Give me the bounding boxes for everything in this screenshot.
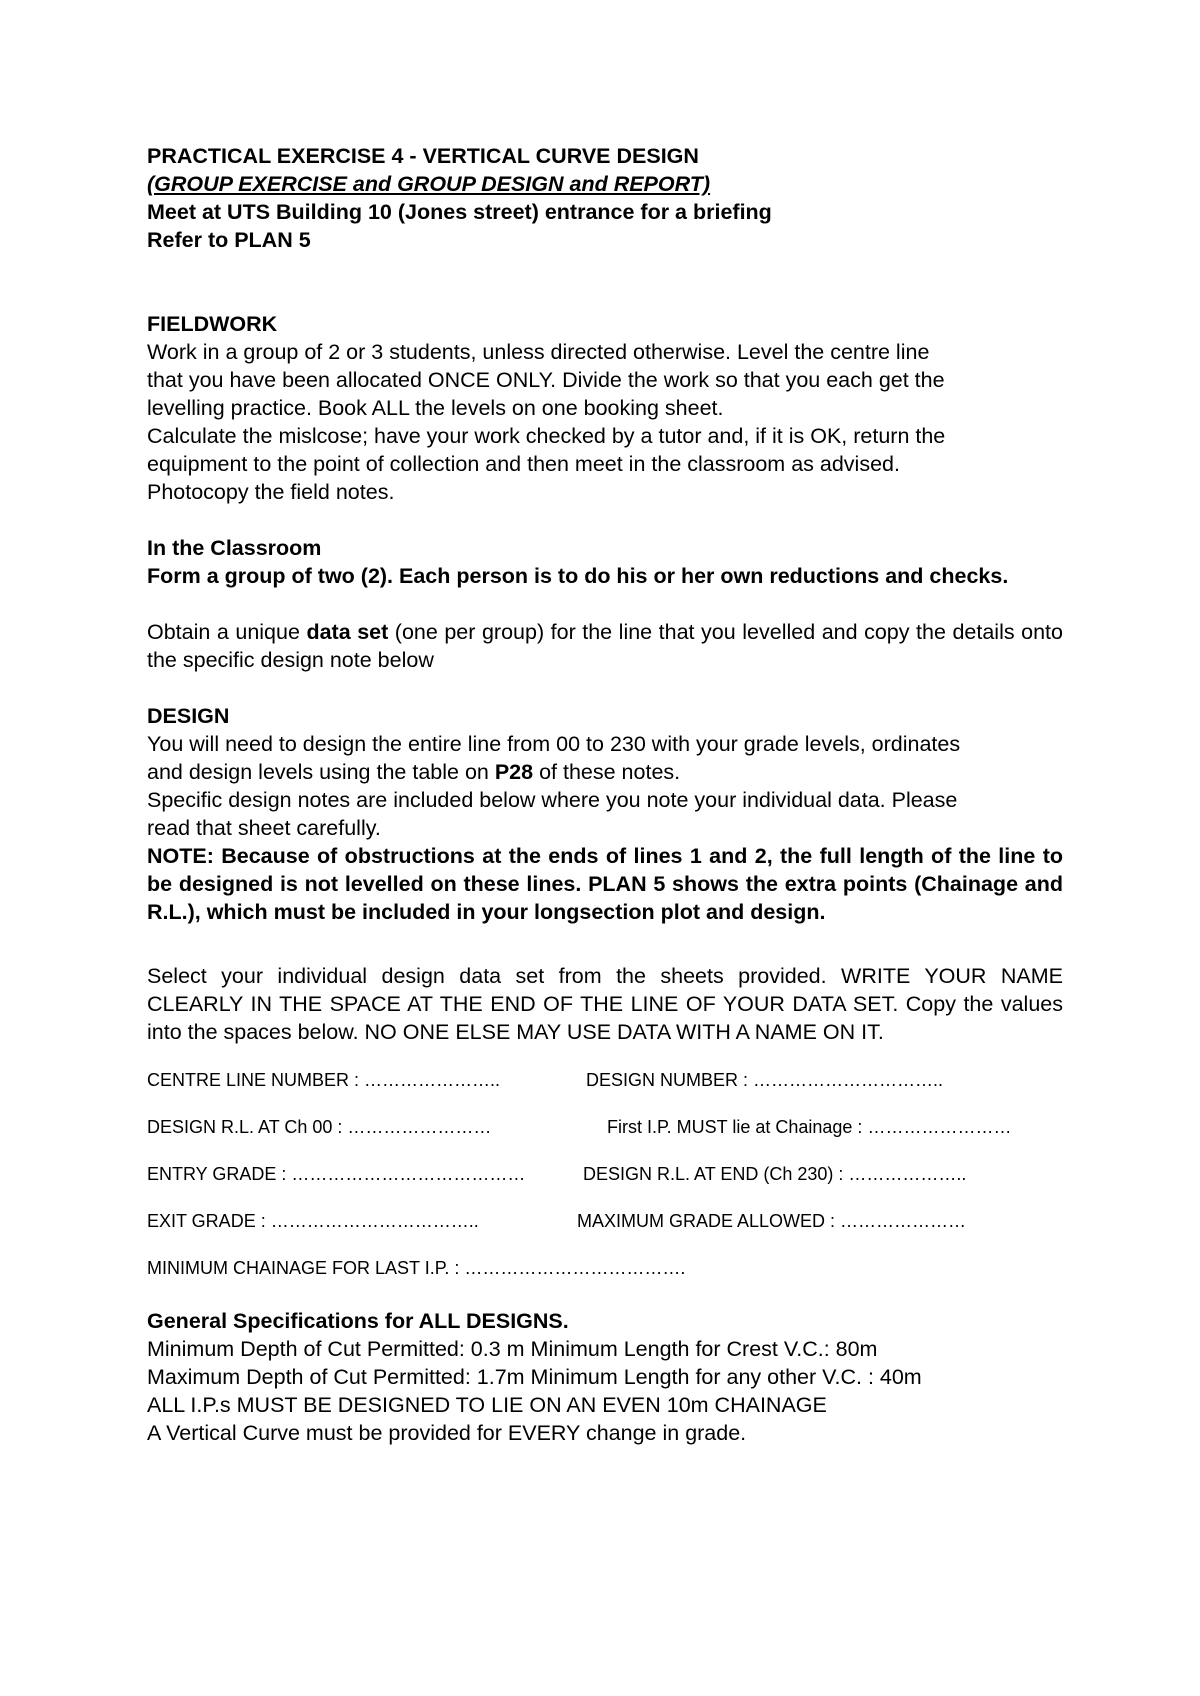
document-page xyxy=(147,142,1063,1447)
design-line: read that sheet carefully. xyxy=(147,816,381,840)
field-row xyxy=(147,1070,1063,1117)
design-data-fields xyxy=(147,1070,1063,1305)
fieldwork-line: Photocopy the field notes. xyxy=(147,480,395,504)
design-line xyxy=(147,758,1063,786)
data-set-instruction xyxy=(147,618,1063,674)
design-rl-end-field: DESIGN R.L. AT END (Ch 230) : ……………….. xyxy=(583,1164,967,1184)
fieldwork-heading: FIELDWORK xyxy=(147,312,278,336)
design-line-text: and design levels using the table on xyxy=(147,760,495,784)
specification-line: ALL I.P.s MUST BE DESIGNED TO LIE ON AN EVEN 10m CHAINAGE xyxy=(147,1393,827,1417)
field-row xyxy=(147,1211,1063,1258)
page-subtitle: (GROUP EXERCISE and GROUP DESIGN and REPORT) xyxy=(147,172,711,196)
specification-line: Minimum Depth of Cut Permitted: 0.3 m Minimum Length for Crest V.C.: 80m xyxy=(147,1337,878,1361)
select-instruction: Select your individual design data set from the sheets provided. WRITE YOUR NAME CLEARLY IN THE SPACE AT THE END OF THE LINE OF YOUR DATA SET. Copy the values into the spaces below. NO ONE ELSE MAY USE DATA WITH A NAME ON IT. xyxy=(147,964,1063,1044)
design-line-text: of these notes. xyxy=(533,760,681,784)
centre-line-number-field: CENTRE LINE NUMBER : ………………….. xyxy=(147,1070,501,1090)
fieldwork-line: that you have been allocated ONCE ONLY. Divide the work so that you each get the xyxy=(147,368,945,392)
fieldwork-line: levelling practice. Book ALL the levels on one booking sheet. xyxy=(147,396,724,420)
classroom-group-instruction: Form a group of two (2). Each person is to do his or her own reductions and checks. xyxy=(147,564,1009,588)
design-page-reference: P28 xyxy=(494,760,534,784)
fieldwork-line: Calculate the mislcose; have your work checked by a tutor and, if it is OK, return the xyxy=(147,424,946,448)
design-rl-ch00-field: DESIGN R.L. AT Ch 00 : …………………… xyxy=(147,1117,492,1137)
field-row xyxy=(147,1258,1063,1305)
page-title: PRACTICAL EXERCISE 4 - VERTICAL CURVE DESIGN xyxy=(147,144,699,168)
design-line: You will need to design the entire line from 00 to 230 with your grade levels, ordinates xyxy=(147,732,961,756)
fieldwork-line: Work in a group of 2 or 3 students, unless directed otherwise. Level the centre line xyxy=(147,340,930,364)
maximum-grade-field: MAXIMUM GRADE ALLOWED : ………………… xyxy=(577,1211,967,1231)
fieldwork-line: equipment to the point of collection and then meet in the classroom as advised. xyxy=(147,452,900,476)
design-heading: DESIGN xyxy=(147,704,230,728)
classroom-heading: In the Classroom xyxy=(147,536,322,560)
design-note: NOTE: Because of obstructions at the ends of lines 1 and 2, the full length of the line to be designed is not levelled on these lines. PLAN 5 shows the extra points (Chainage and R.L.), which must be included in your longsection plot and design. xyxy=(147,844,1063,924)
design-line: Specific design notes are included below where you note your individual data. Please xyxy=(147,788,958,812)
minimum-chainage-last-ip-field: MINIMUM CHAINAGE FOR LAST I.P. : ………………………………. xyxy=(147,1258,686,1278)
field-row xyxy=(147,1164,1063,1211)
field-row xyxy=(147,1117,1063,1164)
meeting-instruction: Meet at UTS Building 10 (Jones street) entrance for a briefing xyxy=(147,200,772,224)
specifications-heading: General Specifications for ALL DESIGNS. xyxy=(147,1309,569,1333)
data-set-emphasis: data set xyxy=(306,620,389,644)
first-ip-chainage-field: First I.P. MUST lie at Chainage : …………………… xyxy=(607,1117,1012,1137)
specification-line: A Vertical Curve must be provided for EVERY change in grade. xyxy=(147,1421,747,1445)
design-number-field: DESIGN NUMBER : ………………………….. xyxy=(586,1070,944,1090)
plan-reference: Refer to PLAN 5 xyxy=(147,228,311,252)
exit-grade-field: EXIT GRADE : …………………………….. xyxy=(147,1211,479,1231)
entry-grade-field: ENTRY GRADE : ………………………………… xyxy=(147,1164,526,1184)
data-set-text: (one per group) for the line that you levelled and copy the details onto the specific design note below xyxy=(147,620,1063,672)
specification-line: Maximum Depth of Cut Permitted: 1.7m Minimum Length for any other V.C. : 40m xyxy=(147,1365,922,1389)
data-set-text: Obtain a unique xyxy=(147,620,307,644)
